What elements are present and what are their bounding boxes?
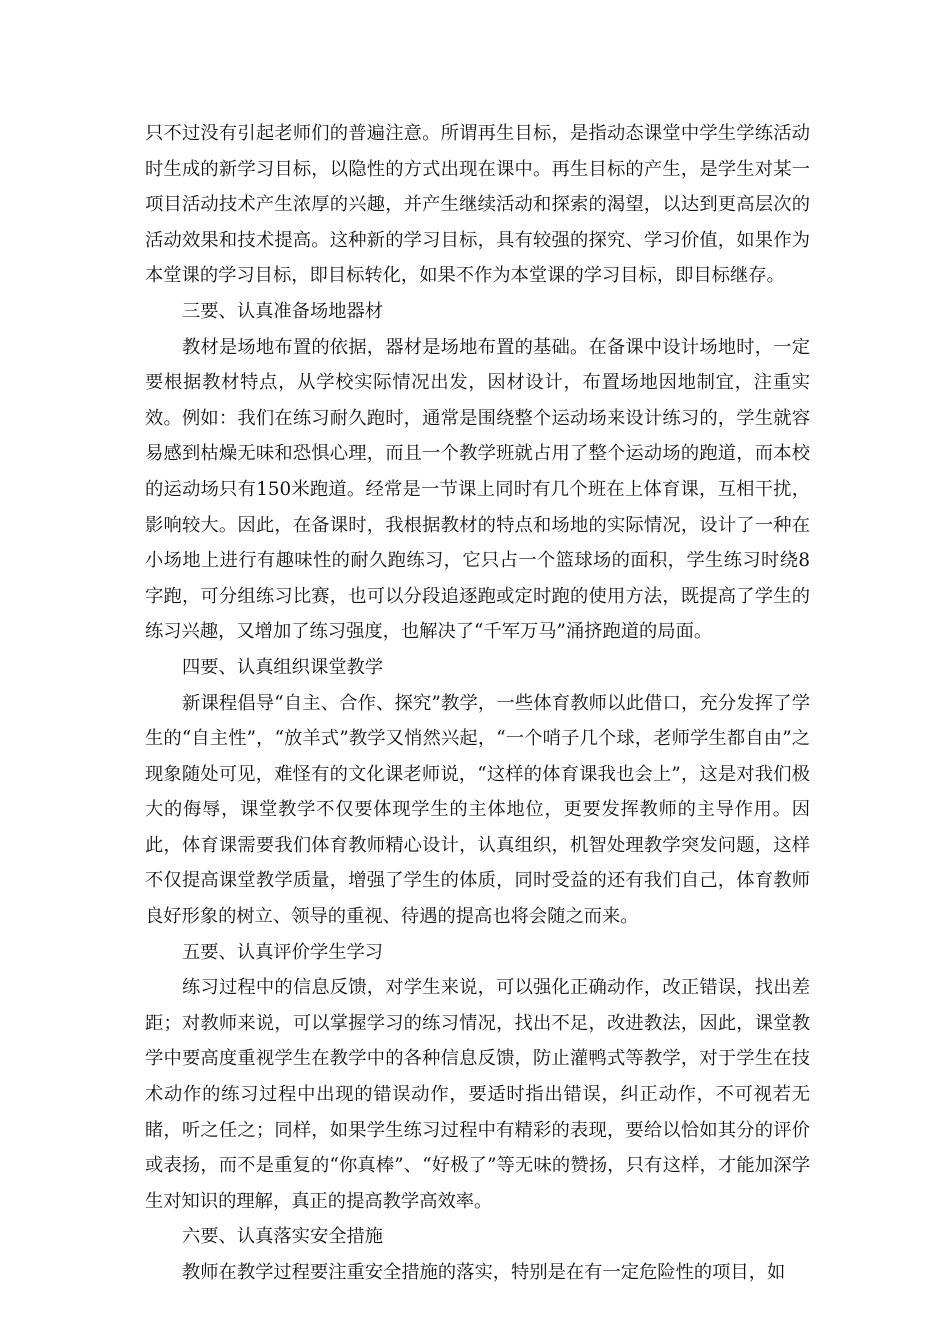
paragraph-class-organization: 新课程倡导“自主、合作、探究”教学，一些体育教师以此借口，充分发挥了学生的“自主性”，“放羊式”教学又悄然兴起，“一个哨子几个球，老师学生都自由”之现象随处可见，难怪有的文化课老师说，“这样的体育课我也会上”，这是对我们极大的侮辱，课堂教学不仅要体现学生的主体地位，更要发挥教师的主导作用。因此，体育课需要我们体育教师精心设计，认真组织，机智处理教学突发问题，这样不仅提高课堂教学质量，增强了学生的体质，同时受益的还有我们自己，体育教师良好形象的树立、领导的重视、待遇的提高也将会随之而来。 [145,692,810,928]
paragraph-venue-equipment: 教材是场地布置的依据，器材是场地布置的基础。在备课中设计场地时，一定要根据教材特点，从学校实际情况出发，因材设计，布置场地因地制宜，注重实效。例如：我们在练习耐久跑时，通常是围绕整个运动场来设计练习的，学生就容易感到枯燥无味和恐惧心理，而且一个教学班就占用了整个运动场的跑道，而本校的运动场只有150米跑道。经常是一节课上同时有几个班在上体育课，互相干扰，影响较大。因此，在备课时，我根据教材的特点和场地的实际情况，设计了一种在小场地上进行有趣味性的耐久跑练习，它只占一个篮球场的面积，学生练习时绕8字跑，可分组练习比赛，也可以分段追逐跑或定时跑的使用方法，既提高了学生的练习兴趣，又增加了练习强度，也解决了“千军万马”涌挤跑道的局面。 [145,336,810,643]
section-heading-student-evaluation: 五要、认真评价学生学习 [182,941,384,963]
section-heading-class-organization: 四要、认真组织课堂教学 [182,656,384,678]
document-body [145,116,810,1291]
paragraph-safety-measures: 教师在教学过程要注重安全措施的落实，特别是在有一定危险性的项目，如 [182,1262,786,1283]
paragraph-target-continuation: 只不过没有引起老师们的普遍注意。所谓再生目标，是指动态课堂中学生学练活动时生成的新学习目标，以隐性的方式出现在课中。再生目标的产生，是学生对某一项目活动技术产生浓厚的兴趣，并产生继续活动和探索的渴望，以达到更高层次的活动效果和技术提高。这种新的学习目标，具有较强的探究、学习价值，如果作为本堂课的学习目标，即目标转化，如果不作为本堂课的学习目标，即目标继存。 [145,123,810,287]
paragraph-student-evaluation: 练习过程中的信息反馈，对学生来说，可以强化正确动作，改正错误，找出差距；对教师来说，可以掌握学习的练习情况，找出不足，改进教法，因此，课堂教学中要高度重视学生在教学中的各种信息反馈，防止灌鸭式等教学，对于学生在技术动作的练习过程中出现的错误动作，要适时指出错误，纠正动作，不可视若无睹，听之任之；同样，如果学生练习过程中有精彩的表现，要给以恰如其分的评价或表扬，而不是重复的“你真棒”、“好极了”等无味的赞扬，只有这样，才能加深学生对知识的理解，真正的提高教学高效率。 [145,977,810,1212]
section-heading-safety-measures: 六要、认真落实安全措施 [182,1226,384,1248]
section-heading-venue-equipment: 三要、认真准备场地器材 [182,300,384,322]
